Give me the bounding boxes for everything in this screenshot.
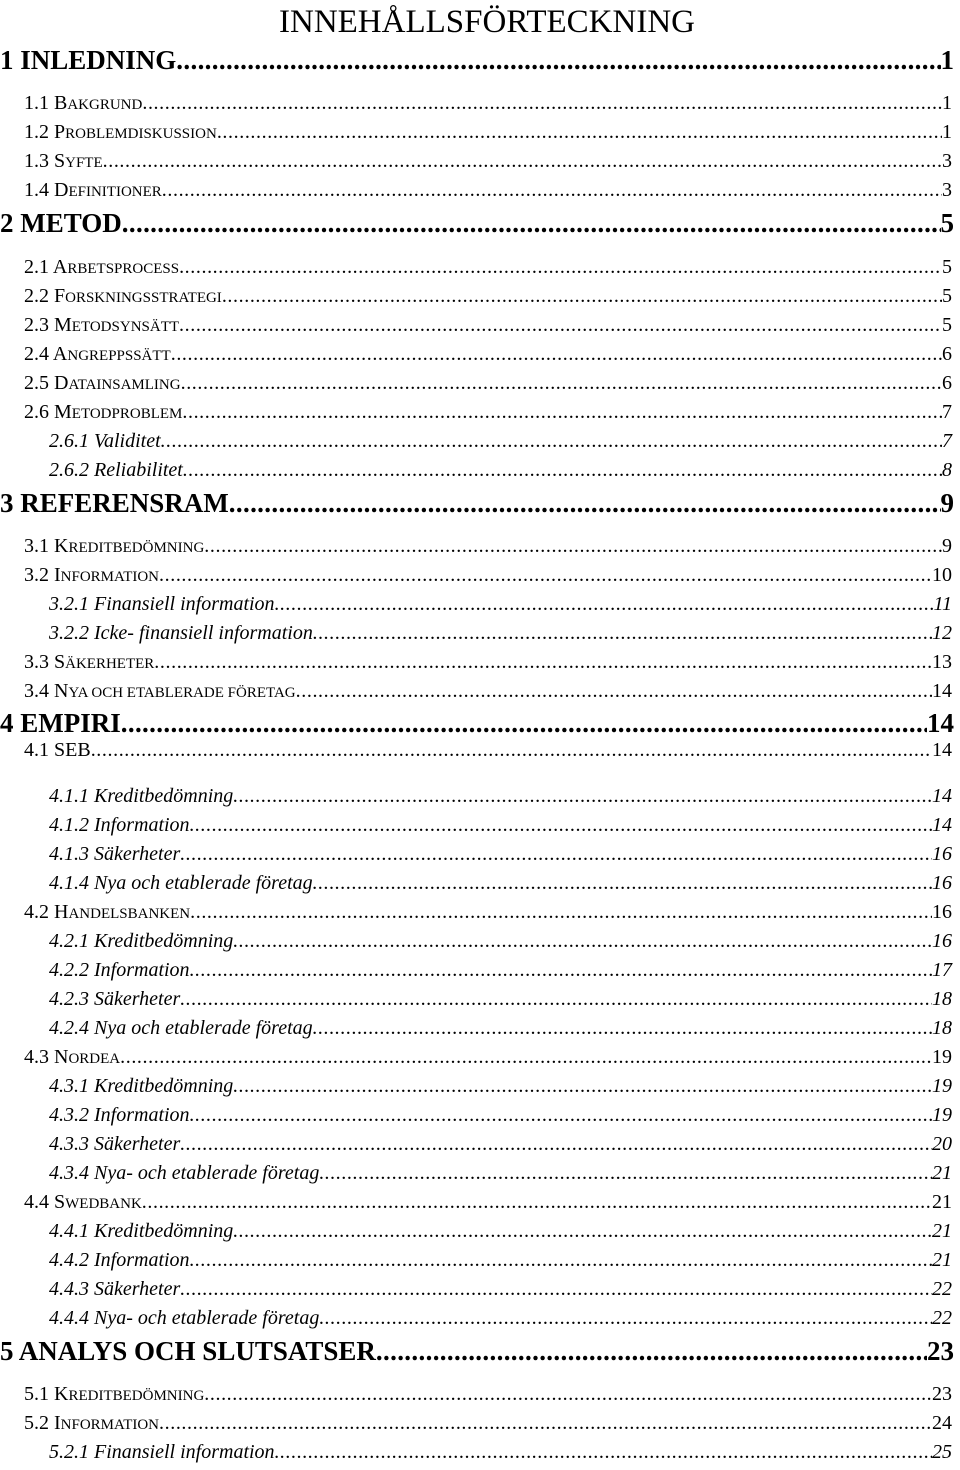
toc-entry-label: 4.2.2 Information: [49, 959, 190, 981]
toc-entry-label: 3.2.1 Finansiell information: [49, 593, 275, 615]
dot-leader: [233, 1073, 932, 1094]
dot-leader: [217, 119, 942, 140]
toc-entry-level1[interactable]: [0, 44, 960, 76]
toc-entry-level2[interactable]: [0, 90, 960, 118]
toc-entry-label: 4.2.3 Säkerheter: [49, 988, 181, 1010]
toc-entry-label: 4.3.3 Säkerheter: [49, 1133, 181, 1155]
dot-leader: [180, 1276, 932, 1297]
dot-leader: [161, 428, 942, 449]
toc-entry-page-number: 19: [932, 1104, 952, 1126]
toc-entry-label: 4.4 SWEDBANK: [24, 1191, 142, 1213]
toc-entry-level3[interactable]: [0, 841, 960, 867]
dot-leader: [142, 1189, 932, 1210]
toc-entry-label: 4.2 HANDELSBANKEN: [24, 901, 191, 923]
toc-entry-level3[interactable]: [0, 1439, 960, 1465]
dot-leader: [181, 370, 942, 391]
dot-leader: [162, 177, 942, 198]
toc-entry-label: 1.2 PROBLEMDISKUSSION: [24, 121, 217, 143]
toc-entry-level3[interactable]: [0, 1073, 960, 1099]
toc-entry-page-number: 5: [942, 314, 952, 336]
toc-entry-page-number: 7: [942, 401, 952, 423]
toc-entry-label: 3.2.2 Icke- finansiell information: [49, 622, 313, 644]
toc-entry-level3[interactable]: [0, 783, 960, 809]
toc-entry-label: 4.4.4 Nya- och etablerade företag: [49, 1307, 320, 1329]
dot-leader: [233, 783, 932, 804]
toc-entry-page-number: 13: [932, 651, 952, 673]
toc-entry-label: 5.2 INFORMATION: [24, 1412, 160, 1434]
toc-entry-page-number: 19: [932, 1075, 952, 1097]
dot-leader: [313, 1015, 932, 1036]
toc-entry-level1[interactable]: [0, 707, 960, 739]
toc-entry-level3[interactable]: [0, 870, 960, 896]
dot-leader: [190, 1247, 932, 1268]
toc-entry-level3[interactable]: [0, 457, 960, 483]
dot-leader: [233, 928, 932, 949]
toc-entry-page-number: 19: [932, 1046, 952, 1068]
toc-entry-level3[interactable]: [0, 986, 960, 1012]
toc-entry-page-number: 7: [942, 430, 952, 452]
dot-leader: [204, 533, 942, 554]
dot-leader: [233, 1218, 932, 1239]
toc-entry-level2[interactable]: [0, 1381, 960, 1409]
toc-entry-level2[interactable]: [0, 1189, 960, 1217]
toc-entry-page-number: 17: [932, 959, 952, 981]
dot-leader: [275, 1439, 932, 1460]
dot-leader: [190, 957, 932, 978]
toc-entry-page-number: 21: [932, 1162, 952, 1184]
toc-entry-page-number: 5: [942, 256, 952, 278]
toc-entry-page-number: 24: [932, 1412, 952, 1434]
toc-entry-level2[interactable]: [0, 283, 960, 311]
dot-leader: [154, 649, 932, 670]
toc-entry-page-number: 23: [932, 1383, 952, 1405]
toc-entry-level3[interactable]: [0, 1218, 960, 1244]
dot-leader: [319, 1160, 932, 1181]
dot-leader: [182, 399, 942, 420]
toc-entry-page-number: 14: [932, 785, 952, 807]
toc-entry-page-number: 14: [927, 708, 954, 738]
toc-entry-page-number: 16: [932, 872, 952, 894]
toc-entry-level2[interactable]: [0, 1044, 960, 1072]
toc-entry-level3[interactable]: [0, 928, 960, 954]
toc-entry-page-number: 9: [942, 535, 952, 557]
toc-entry-level3[interactable]: [0, 1160, 960, 1186]
toc-entry-level3[interactable]: [0, 620, 960, 646]
toc-entry-label: 2.5 DATAINSAMLING: [24, 372, 181, 394]
toc-entry-level2[interactable]: [0, 177, 960, 205]
toc-entry-label: 4.1 SEB: [24, 739, 91, 761]
toc-entry-level2[interactable]: [0, 119, 960, 147]
dot-leader: [313, 870, 932, 891]
toc-entry-label: 3.1 KREDITBEDÖMNING: [24, 535, 205, 557]
toc-entry-page-number: 25: [932, 1441, 952, 1463]
toc-entry-label: 3.4 NYA OCH ETABLERADE FÖRETAG: [24, 680, 296, 702]
toc-entry-page-number: 21: [932, 1220, 952, 1242]
toc-entry-label: 4.2.1 Kreditbedömning: [49, 930, 234, 952]
toc-entry-label: 2.6.2 Reliabilitet: [49, 459, 183, 481]
toc-entry-page-number: 3: [942, 179, 952, 201]
toc-entry-level2[interactable]: [0, 341, 960, 369]
toc-entry-label: 2.6 METODPROBLEM: [24, 401, 183, 423]
toc-entry-page-number: 14: [932, 739, 952, 761]
dot-leader: [103, 148, 942, 169]
toc-entry-level3[interactable]: [0, 591, 960, 617]
toc-entry-page-number: 14: [932, 680, 952, 702]
dot-leader: [319, 1305, 932, 1326]
toc-entry-label: 4.1.4 Nya och etablerade företag: [49, 872, 313, 894]
dot-leader: [183, 457, 942, 478]
dot-leader: [176, 44, 940, 72]
toc-entry-label: 4 EMPIRI: [0, 708, 121, 738]
toc-entry-level2[interactable]: [0, 533, 960, 561]
toc-entry-page-number: 10: [932, 564, 952, 586]
toc-entry-label: 2.4 ANGREPPSSÄTT: [24, 343, 171, 365]
toc-entry-level2[interactable]: [0, 399, 960, 427]
toc-entry-label: 4.4.2 Information: [49, 1249, 190, 1271]
toc-entry-label: 4.1.2 Information: [49, 814, 190, 836]
toc-entry-page-number: 9: [940, 488, 954, 518]
toc-entry-page-number: 6: [942, 343, 952, 365]
toc-entry-label: 3 REFERENSRAM: [0, 488, 229, 518]
toc-entry-label: 5.1 KREDITBEDÖMNING: [24, 1383, 205, 1405]
toc-entry-page-number: 1: [940, 45, 954, 75]
toc-entry-page-number: 21: [932, 1191, 952, 1213]
toc-entry-label: 1.4 DEFINITIONER: [24, 179, 162, 201]
toc-entry-page-number: 22: [932, 1307, 952, 1329]
toc-entry-level2[interactable]: [0, 370, 960, 398]
toc-entry-level3[interactable]: [0, 1131, 960, 1157]
toc-entry-page-number: 14: [932, 814, 952, 836]
toc-entry-level3[interactable]: [0, 1102, 960, 1128]
toc-entry-level3[interactable]: [0, 428, 960, 454]
toc-entry-page-number: 5: [942, 285, 952, 307]
toc-entry-level2[interactable]: [0, 737, 960, 763]
dot-leader: [120, 1044, 932, 1065]
toc-entry-page-number: 5: [940, 208, 954, 238]
dot-leader: [376, 1335, 927, 1363]
dot-leader: [159, 1410, 932, 1431]
toc-entry-level3[interactable]: [0, 1305, 960, 1331]
toc-entry-level2[interactable]: [0, 649, 960, 677]
toc-entry-level2[interactable]: [0, 254, 960, 282]
toc-entry-label: 2.6.1 Validitet: [49, 430, 161, 452]
toc-entry-page-number: 12: [932, 622, 952, 644]
page-title: INNEHÅLLSFÖRTECKNING: [279, 4, 695, 40]
dot-leader: [229, 487, 941, 515]
toc-entry-level1[interactable]: [0, 207, 960, 239]
toc-entry-page-number: 22: [932, 1278, 952, 1300]
toc-entry-label: 4.3.4 Nya- och etablerade företag: [49, 1162, 320, 1184]
dot-leader: [142, 90, 942, 111]
dot-leader: [159, 562, 932, 583]
dot-leader: [190, 1102, 932, 1123]
toc-entry-page-number: 18: [932, 988, 952, 1010]
toc-entry-label: 5 ANALYS OCH SLUTSATSER: [0, 1336, 376, 1366]
toc-entry-label: 4.3.2 Information: [49, 1104, 190, 1126]
toc-entry-label: 4.3 NORDEA: [24, 1046, 121, 1068]
toc-entry-level2[interactable]: [0, 312, 960, 340]
toc-entry-label: 4.4.3 Säkerheter: [49, 1278, 181, 1300]
toc-entry-label: 1 INLEDNING: [0, 45, 177, 75]
toc-entry-label: 2.2 FORSKNINGSSTRATEGI: [24, 285, 222, 307]
toc-entry-page-number: 6: [942, 372, 952, 394]
toc-entry-level2[interactable]: [0, 1410, 960, 1438]
dot-leader: [180, 1131, 932, 1152]
toc-entry-label: 3.2 INFORMATION: [24, 564, 160, 586]
toc-entry-page-number: 16: [932, 843, 952, 865]
dot-leader: [91, 737, 932, 758]
toc-entry-level1[interactable]: [0, 487, 960, 519]
dot-leader: [121, 707, 927, 735]
toc-entry-label: 1.3 SYFTE: [24, 150, 103, 172]
toc-entry-page-number: 3: [942, 150, 952, 172]
toc-entry-page-number: 23: [927, 1336, 954, 1366]
toc-entry-page-number: 8: [942, 459, 952, 481]
toc-entry-label: 4.1.3 Säkerheter: [49, 843, 181, 865]
toc-entry-label: 2 METOD: [0, 208, 122, 238]
toc-entry-label: 1.1 BAKGRUND: [24, 92, 143, 114]
dot-leader: [179, 312, 942, 333]
toc-entry-level3[interactable]: [0, 812, 960, 838]
toc-entry-page-number: 16: [932, 901, 952, 923]
dot-leader: [122, 207, 941, 235]
toc-entry-level2[interactable]: [0, 678, 960, 706]
dot-leader: [313, 620, 932, 641]
dot-leader: [190, 899, 932, 920]
toc-entry-label: 4.3.1 Kreditbedömning: [49, 1075, 234, 1097]
dot-leader: [180, 986, 932, 1007]
toc-entry-label: 4.1.1 Kreditbedömning: [49, 785, 234, 807]
dot-leader: [275, 591, 934, 612]
toc-entry-level3[interactable]: [0, 1015, 960, 1041]
toc-entry-level3[interactable]: [0, 1247, 960, 1273]
toc-entry-label: 4.2.4 Nya och etablerade företag: [49, 1017, 313, 1039]
toc-entry-label: 2.1 ARBETSPROCESS: [24, 256, 180, 278]
toc-entry-label: 3.3 SÄKERHETER: [24, 651, 155, 673]
dot-leader: [180, 841, 932, 862]
dot-leader: [190, 812, 932, 833]
toc-entry-level2[interactable]: [0, 899, 960, 927]
toc-entry-page-number: 1: [942, 121, 952, 143]
dot-leader: [222, 283, 942, 304]
toc-entry-page-number: 11: [933, 593, 952, 615]
toc-entry-label: 5.2.1 Finansiell information: [49, 1441, 275, 1463]
dot-leader: [171, 341, 942, 362]
toc-entry-page-number: 1: [942, 92, 952, 114]
toc-entry-label: 4.4.1 Kreditbedömning: [49, 1220, 234, 1242]
toc-entry-level1[interactable]: [0, 1335, 960, 1367]
toc-entry-page-number: 16: [932, 930, 952, 952]
toc-entry-level3[interactable]: [0, 957, 960, 983]
toc-entry-page-number: 18: [932, 1017, 952, 1039]
toc-entry-level2[interactable]: [0, 148, 960, 176]
dot-leader: [296, 678, 932, 699]
toc-entry-label: 2.3 METODSYNSÄTT: [24, 314, 180, 336]
dot-leader: [179, 254, 942, 275]
toc-entry-level2[interactable]: [0, 562, 960, 590]
toc-entry-page-number: 21: [932, 1249, 952, 1271]
toc-entry-page-number: 20: [932, 1133, 952, 1155]
dot-leader: [204, 1381, 932, 1402]
toc-entry-level3[interactable]: [0, 1276, 960, 1302]
